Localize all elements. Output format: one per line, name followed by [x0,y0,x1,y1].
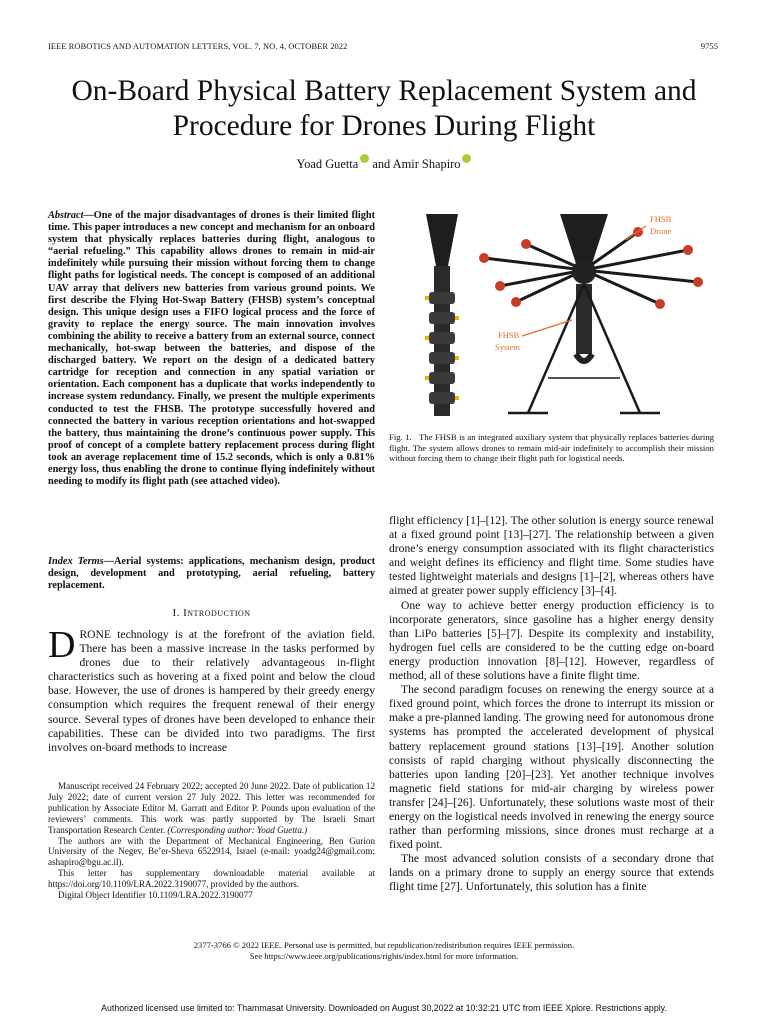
orcid-icon[interactable] [462,154,471,163]
author-2: Amir Shapiro [392,157,461,172]
footnotes [48,781,375,901]
caption-text: The FHSB is an integrated auxiliary system that physically replaces batteries during flight. The system allows drones to remain mid-air indefinitely to accomplish their mission without forcing them to change their flight path for logistical needs. [389,432,715,463]
body-paragraph: The most advanced solution consists of a secondary drone that lands on a primary drone to supply an energy source that extends flight time [27]. Unfortunately, this solution has a finite [389,852,714,894]
footnote-doi: Digital Object Identifier 10.1109/LRA.2022.3190077 [58,890,253,901]
label-fhsb-system-2: System [495,342,521,352]
orcid-icon[interactable] [360,154,369,163]
copyright-notice [0,940,768,962]
intro-text: RONE technology is at the forefront of the aviation field. There has been a massive increase in the tasks performed by drones due to their relatively advantageous in-flight characteristics such as hovering at a fixed point and below the cloud base. However, the use of drones is hampered by their greedy energy consumption which requires the frequent renewal of their energy source. Several types of drones have been developed to enhance their capabilities. These can be divided into two paradigms. The first involves on-board methods to increase [48,628,375,754]
abstract-lead: Abstract [48,210,84,221]
section-number: I. [172,607,180,619]
title-line-1: On-Board Physical Battery Replacement System and [71,75,697,107]
intro-paragraph [48,624,375,755]
section-heading [48,607,375,619]
page-number: 9755 [700,42,718,51]
drone-illustration [398,208,716,418]
author-1: Yoad Guetta [296,157,359,172]
paper-title [30,74,738,144]
label-fhsb-drone: FHSB [650,214,672,224]
journal-name: IEEE ROBOTICS AND AUTOMATION LETTERS, VOL. 7, NO. 4, OCTOBER 2022 [48,42,348,51]
index-terms [48,556,375,592]
running-header [48,42,718,51]
author-conjunction: and [372,157,391,172]
caption-label: Fig. 1. [389,432,412,442]
author-list [0,154,768,172]
index-terms-text: —Aerial systems: applications, mechanism design, product design, development and prototyping, aerial refueling, battery replacement. [48,556,375,592]
drop-cap: D [48,624,76,666]
footnote-manuscript: Manuscript received 24 February 2022; accepted 20 June 2022. Date of publication 12 July 2022; date of current version 27 July 2022. This letter was recommended for publication by Associate Editor M. Garratt and Editor P. Pounds upon evaluation of the reviewers’ comments. This work was partly supported by The Israeli Smart Transportation Research Center. (Corresponding author: Yoad Guetta.) [48,781,375,835]
abstract [48,210,375,488]
title-line-2: Procedure for Drones During Flight [172,110,596,142]
body-paragraph: The second paradigm focuses on renewing the energy source at a fixed ground point, which forces the drone to interrupt its mission or make a pre-planned landing. The growing need for autonomous drone systems has prompted the accelerated development of physical battery replacement ground stations [13]–[19]. Another solution consists of rapid charging without physically disconnecting the batteries upon landing [20]–[23]. Yet another technique involves magnetic field stations for mid-air charging by wireless power transfer [24]–[26]. Unfortunately, these solutions waste most of their energy on the logistical needs involved in renewing the energy source rather than performing missions, since drones must recharge at a fixed point. [389,683,714,852]
figure-caption [389,432,714,464]
copyright-line-2[interactable]: See https://www.ieee.org/publications/rights/index.html for more information. [249,951,519,961]
body-paragraph: One way to achieve better energy production efficiency is to incorporate generators, since gasoline has a higher energy density than LiPo batteries [5]–[7]. Despite its complexity and instability, hydrogen fuel cells are considered to be the cutting edge on-board energy production innovation [8]–[12]. However, regardless of method, all of these solutions have a finite flight time. [389,598,714,683]
index-terms-lead: Index Terms [48,556,104,567]
figure-drone-photo [398,208,716,418]
copyright-line-1: 2377-3766 © 2022 IEEE. Personal use is permitted, but republication/redistribution requires IEEE permission. [193,940,575,950]
label-fhsb-drone-2: Drone [650,226,672,236]
license-footer: Authorized licensed use limited to: Thammasat University. Downloaded on August 30,2022 at 10:32:21 UTC from IEEE Xplore. Restrictions apply. [101,1003,667,1013]
footnote-supplementary[interactable]: This letter has supplementary downloadable material available at https://doi.org/10.1109/LRA.2022.3190077, provided by the authors. [48,868,375,890]
footnote-affiliation: The authors are with the Department of Mechanical Engineering, Ben Gurion University of the Negev, Be’er-Sheva 6522914, Israel (e-mail: yoadg24@gmail.com; ashapiro@bgu.ac.il). [48,835,375,868]
section-title: Introduction [183,607,251,619]
body-paragraph: flight efficiency [1]–[12]. The other solution is energy source renewal at a fixed ground point [13]–[27]. The relationship between a given drone’s energy consumption associated with its flight characteristics and weight defines its efficiency and flight time. Some studies have tested lightweight materials and designs [1]–[2], whereas others have aimed at greater power supply efficiency [3]–[4]. [389,514,714,598]
abstract-text: —One of the major disadvantages of drones is their limited flight time. This paper introduces a new concept and mechanism for an onboard system that physically replaces batteries during flight, analogous to “aerial refueling.” This capability allows drones to remain in mid-air indefinitely while pursuing their mission without forcing them to change flight paths for logistical needs. The concept is composed of an additional UAV array that delivers new batteries from various ground points. We first describe the Flying Hot-Swap Battery (FHSB) system’s conceptual design. This unique design uses a FIFO logical process and the force of gravity to replace the energy source. The main innovation involves combining the ability to receive a battery from an external source, connect mechanically, hot-swap between the batteries, and dispose of the discharged battery. We report on the design of a dedicated battery cartridge for reception and connection in any spatial variation or orientation. Each component has a duplicate that works independently to increase system redundancy. Finally, we present the multiple experiments conducted to test the FHSB. The prototype successfully hovered and connected the battery in various reception orientations and hot-swapped the battery, thus maintaining the drone’s continuous power supply. This proof of concept of a complete battery replacement process during flight took an average replacement time of 15.2 seconds, which is only a 0.81% energy loss, thus enabling the drone to continue flying indefinitely without needing to modify its flight path (see attached video). [48,210,375,488]
label-fhsb-system: FHSB [498,330,520,340]
right-column-body [389,514,714,895]
